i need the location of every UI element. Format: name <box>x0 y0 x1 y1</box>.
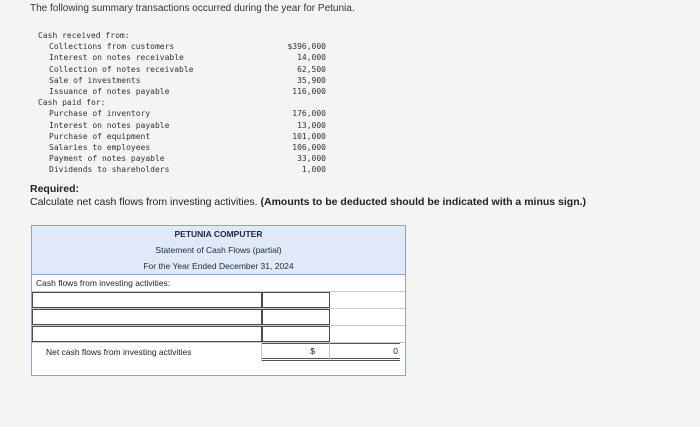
txn-row <box>38 52 326 63</box>
item-label-input[interactable] <box>32 326 262 342</box>
total-label: Net cash flows from investing activities <box>32 343 262 361</box>
empty-cell <box>330 292 400 308</box>
required-heading: Required: <box>30 183 80 195</box>
total-currency: $ <box>262 343 330 361</box>
cash-paid-heading: Cash paid for: <box>38 98 106 108</box>
txn-row <box>38 64 326 75</box>
required-block <box>30 183 586 209</box>
statement-title: Statement of Cash Flows (partial) <box>155 245 282 255</box>
txn-amount: 33,000 <box>297 154 326 164</box>
transactions-list <box>38 30 326 175</box>
txn-label: Purchase of inventory <box>49 109 151 119</box>
txn-row <box>38 164 326 175</box>
txn-row <box>38 75 326 86</box>
item-amount-input[interactable] <box>262 292 330 308</box>
txn-label: Interest on notes receivable <box>49 53 184 63</box>
txn-amount: $396,000 <box>287 42 326 52</box>
txn-row <box>38 142 326 153</box>
txn-label: Collection of notes receivable <box>49 64 194 74</box>
txn-row <box>38 153 326 164</box>
txn-amount: 116,000 <box>292 86 326 96</box>
total-value: 0 <box>330 343 400 361</box>
entry-row <box>32 326 405 343</box>
txn-label: Sale of investments <box>49 75 141 85</box>
statement-header <box>32 226 405 275</box>
empty-cell <box>330 326 400 342</box>
company-name: PETUNIA COMPUTER <box>174 229 263 239</box>
txn-label: Interest on notes payable <box>49 120 170 130</box>
txn-amount: 14,000 <box>297 53 326 63</box>
empty-cell <box>330 309 400 325</box>
item-amount-input[interactable] <box>262 326 330 342</box>
txn-label: Payment of notes payable <box>49 154 165 164</box>
total-row <box>32 343 405 361</box>
txn-label: Salaries to employees <box>49 142 151 152</box>
txn-amount: 62,500 <box>297 64 326 74</box>
txn-amount: 35,900 <box>297 75 326 85</box>
txn-row <box>38 131 326 142</box>
txn-label: Purchase of equipment <box>49 131 151 141</box>
item-label-input[interactable] <box>32 292 262 308</box>
txn-label: Collections from customers <box>49 42 175 52</box>
txn-amount: 106,000 <box>292 142 326 152</box>
txn-amount: 176,000 <box>292 109 326 119</box>
intro-text: The following summary transactions occurred during the year for Petunia. <box>30 3 355 14</box>
txn-label: Dividends to shareholders <box>49 165 170 175</box>
investing-section-label: Cash flows from investing activities: <box>32 275 405 292</box>
statement-period: For the Year Ended December 31, 2024 <box>143 261 294 271</box>
required-instruction: Calculate net cash flows from investing activities. (Amounts to be deducted should be indicated with a minus sign.) <box>30 196 587 208</box>
entry-row <box>32 309 405 326</box>
item-amount-input[interactable] <box>262 309 330 325</box>
cash-received-heading: Cash received from: <box>38 31 130 40</box>
txn-amount: 101,000 <box>292 131 326 141</box>
required-note: (Amounts to be deducted should be indicated with a minus sign.) <box>260 196 587 208</box>
cash-flow-statement-form <box>31 225 406 376</box>
txn-row <box>38 108 326 119</box>
txn-label: Issuance of notes payable <box>49 86 170 96</box>
txn-amount: 13,000 <box>297 120 326 130</box>
entry-row <box>32 292 405 309</box>
txn-row <box>38 41 326 52</box>
txn-amount: 1,000 <box>301 165 326 175</box>
item-label-input[interactable] <box>32 309 262 325</box>
txn-row <box>38 86 326 97</box>
txn-row <box>38 120 326 131</box>
